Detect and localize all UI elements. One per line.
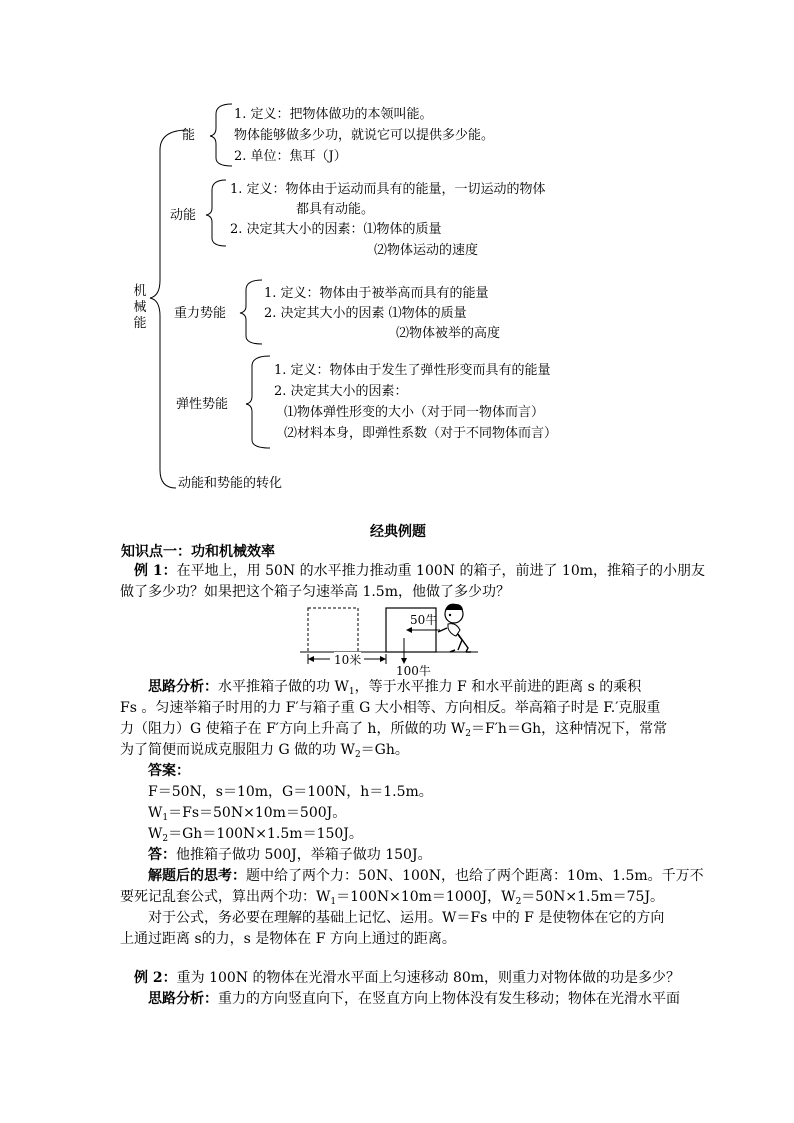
kinetic-line: 2. 决定其大小的因素：⑴物体的质量: [230, 222, 442, 237]
reflection-line: 上通过距离 s的力，s 是物体在 F 方向上通过的距离。: [120, 931, 456, 947]
reflection-text: 要死记乱套公式，算出两个功：W: [120, 889, 331, 905]
answer-text: W: [148, 826, 163, 842]
subscript: 2: [515, 897, 522, 907]
elastic-brace: [246, 356, 270, 448]
example2-analysis-text: 重力的方向竖直向下，在竖直方向上物体没有发生移动；物体在光滑水平面: [218, 991, 680, 1007]
kinetic-line: 都具有动能。: [296, 202, 375, 217]
answer-text: ＝Gh＝100N×1.5m＝150J。: [168, 826, 363, 842]
root-label: [132, 284, 148, 332]
distance-arrowhead-left: [308, 656, 314, 662]
gravity-line: 1. 定义：物体由于被举高而具有的能量: [264, 286, 489, 301]
subscript: 1: [162, 813, 169, 823]
reflection-label: 解题后的思考：: [148, 868, 246, 884]
elastic-line: ⑴物体弹性形变的大小（对于同一物体而言）: [284, 405, 545, 420]
subscript: 2: [354, 750, 361, 760]
gravity-brace: [240, 280, 262, 344]
elastic-line: ⑵材料本身，即弹性系数（对于不同物体而言）: [284, 426, 558, 441]
energy-brace: [210, 104, 232, 166]
elastic-line: 1. 定义：物体由于发生了弹性形变而具有的能量: [274, 363, 551, 378]
reflection-text: ＝50N×1.5m＝75J。: [521, 889, 665, 905]
example2-text: 重为 100N 的物体在光滑水平面上匀速移动 80m，则重力对物体做的功是多少？: [176, 970, 681, 986]
weight-label: 100牛: [396, 664, 431, 678]
analysis-text: 力（阻力）G 使箱子在 F′方向上升高了 h，所做的功 W: [120, 721, 466, 737]
gravity-line: ⑵物体被举的高度: [396, 326, 501, 341]
reflection-line: [148, 865, 704, 887]
analysis-label: 思路分析：: [148, 679, 218, 695]
example1-question-cont: 做了多少功？如果把这个箱子匀速举高 1.5m，他做了多少功？: [120, 584, 510, 600]
kinetic-label: 动能: [170, 208, 197, 223]
reflection-text: 题中给了两个力：50N、100N，也给了两个距离：10m、1.5m。千万不: [246, 868, 704, 884]
kinetic-line: 1. 定义：物体由于运动而具有的能量，一切运动的物体: [230, 182, 546, 197]
subscript: 1: [348, 687, 355, 697]
child-icon: [438, 604, 471, 652]
conclusion-text: 他推箱子做功 500J，举箱子做功 150J。: [176, 847, 432, 863]
elastic-line: 2. 决定其大小的因素：: [274, 384, 408, 399]
example2-analysis: [148, 988, 680, 1010]
root-label-char: 能: [133, 316, 147, 331]
energy-line: 物体能够做多少功，就说它可以提供多少能。: [234, 128, 495, 143]
conclusion-label: 答：: [148, 847, 176, 863]
example1-label: 例 1：: [134, 563, 177, 579]
answer-label: 答案：: [148, 763, 190, 779]
answer-line: F＝50N，s＝10m，G＝100N，h＝1.5m。: [148, 784, 433, 800]
root-label-char: 机: [133, 284, 147, 299]
force-label: 50牛: [410, 613, 438, 627]
example1-text: 在平地上，用 50N 的水平推力推动重 100N 的箱子，前进了 10m，推箱子的小朋友: [176, 563, 706, 579]
reflection-text: ＝100N×10m＝1000J，W: [336, 889, 516, 905]
analysis-text: ＝Gh。: [360, 742, 409, 758]
analysis-text: 水平推箱子做的功 W: [218, 679, 349, 695]
answer-text: ＝Fs＝50N×10m＝500J。: [168, 805, 347, 821]
conclusion-line: [148, 844, 432, 866]
energy-label: 能: [182, 128, 196, 143]
gravity-line: 2. 决定其大小的因素 ⑴物体的质量: [264, 306, 467, 321]
energy-line: 2. 单位：焦耳（J）: [234, 149, 347, 164]
example1-question: [134, 560, 705, 582]
subscript: 2: [465, 729, 472, 739]
answer-text: W: [148, 805, 163, 821]
reflection-line: 对于公式，务必要在理解的基础上记忆、运用。W＝Fs 中的 F 是使物体在它的方向: [148, 910, 665, 926]
conversion-label: 动能和势能的转化: [178, 476, 283, 491]
example2-analysis-label: 思路分析：: [148, 991, 218, 1007]
kinetic-line: ⑵物体运动的速度: [374, 243, 479, 258]
gravity-label: 重力势能: [174, 306, 227, 321]
example2-label: 例 2：: [134, 970, 177, 986]
analysis-text: 为了简便而说成克服阻力 G 做的功 W: [120, 742, 355, 758]
kinetic-brace: [206, 180, 226, 246]
box-start-dashed: [308, 608, 358, 652]
elastic-label: 弹性势能: [176, 397, 229, 412]
subscript: 1: [330, 897, 337, 907]
energy-line: 1. 定义：把物体做功的本领叫能。: [234, 107, 433, 122]
analysis-text: ，等于水平推力 F 和水平前进的距离 s 的乘积: [354, 679, 642, 695]
analysis-text: ＝F′h＝Gh，这种情况下，常常: [471, 721, 668, 737]
distance-arrowhead-right: [380, 656, 386, 662]
section-title: 经典例题: [370, 524, 426, 540]
analysis-line: Fs 。匀速举箱子时用的力 F′与箱子重 G 大小相等、方向相反。举高箱子时是 F.′克服重: [120, 700, 661, 716]
root-label-char: 械: [133, 300, 147, 315]
knowledge-point: 知识点一：功和机械效率: [121, 544, 275, 560]
subscript: 2: [162, 834, 169, 844]
distance-label: 10米: [334, 653, 362, 667]
example2-question: [134, 967, 680, 989]
